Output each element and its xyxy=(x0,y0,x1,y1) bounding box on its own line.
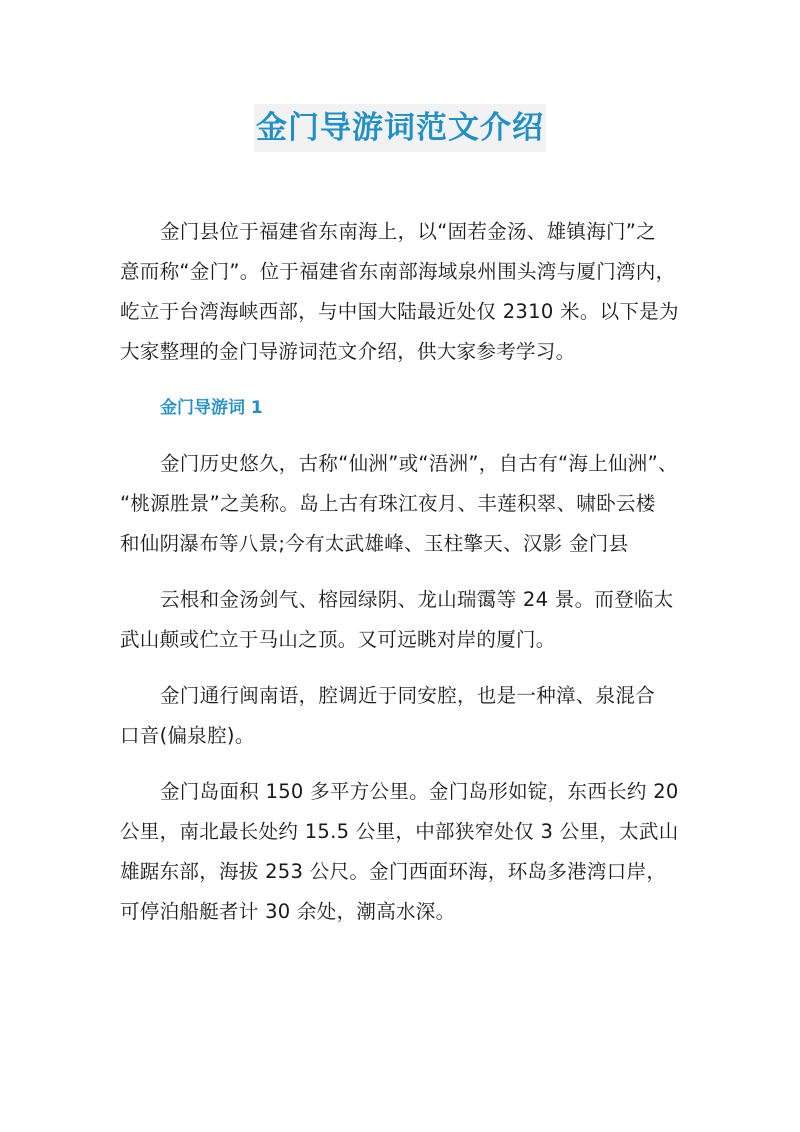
body-paragraph xyxy=(120,676,682,756)
text-line: 屹立于台湾海峡西部，与中国大陆最近处仅 2310 米。以下是为 xyxy=(120,300,679,323)
text-line: 金门岛面积 150 多平方公里。金门岛形如锭，东西长约 20 xyxy=(160,780,679,803)
text-line: 大家整理的金门导游词范文介绍，供大家参考学习。 xyxy=(120,340,576,363)
text-line: 武山颠或伫立于马山之顶。又可远眺对岸的厦门。 xyxy=(120,628,556,651)
section-heading: 金门导游词 1 xyxy=(160,398,263,418)
text-line: 和仙阴瀑布等八景;今有太武雄峰、玉柱擎天、汉影 金门县 xyxy=(120,532,629,555)
page-title: 金门导游词范文介绍 xyxy=(254,104,546,152)
body-paragraph xyxy=(120,772,682,932)
text-line: 金门县位于福建省东南海上，以“固若金汤、雄镇海门”之 xyxy=(160,220,657,243)
title-container xyxy=(0,104,800,152)
text-line: 意而称“金门”。位于福建省东南部海域泉州围头湾与厦门湾内， xyxy=(120,260,676,283)
text-line: 云根和金汤剑气、榕园绿阴、龙山瑞霭等 24 景。而登临太 xyxy=(160,588,674,611)
body-paragraph xyxy=(120,580,682,660)
intro-paragraph xyxy=(120,212,682,372)
text-line: 金门通行闽南语，腔调近于同安腔，也是一种漳、泉混合 xyxy=(160,684,656,707)
text-line: 可停泊船艇者计 30 余处，潮高水深。 xyxy=(120,900,456,923)
text-line: 口音(偏泉腔)。 xyxy=(120,724,255,747)
text-line: 雄踞东部，海拔 253 公尺。金门西面环海，环岛多港湾口岸， xyxy=(120,860,667,883)
text-line: “桃源胜景”之美称。岛上古有珠江夜月、丰莲积翠、啸卧云楼 xyxy=(120,492,656,515)
document-body xyxy=(120,212,682,948)
body-paragraph xyxy=(120,444,682,564)
text-line: 金门历史悠久，古称“仙洲”或“浯洲”，自古有“海上仙洲”、 xyxy=(160,452,678,475)
text-line: 公里，南北最长处约 15.5 公里，中部狭窄处仅 3 公里，太武山 xyxy=(120,820,679,843)
